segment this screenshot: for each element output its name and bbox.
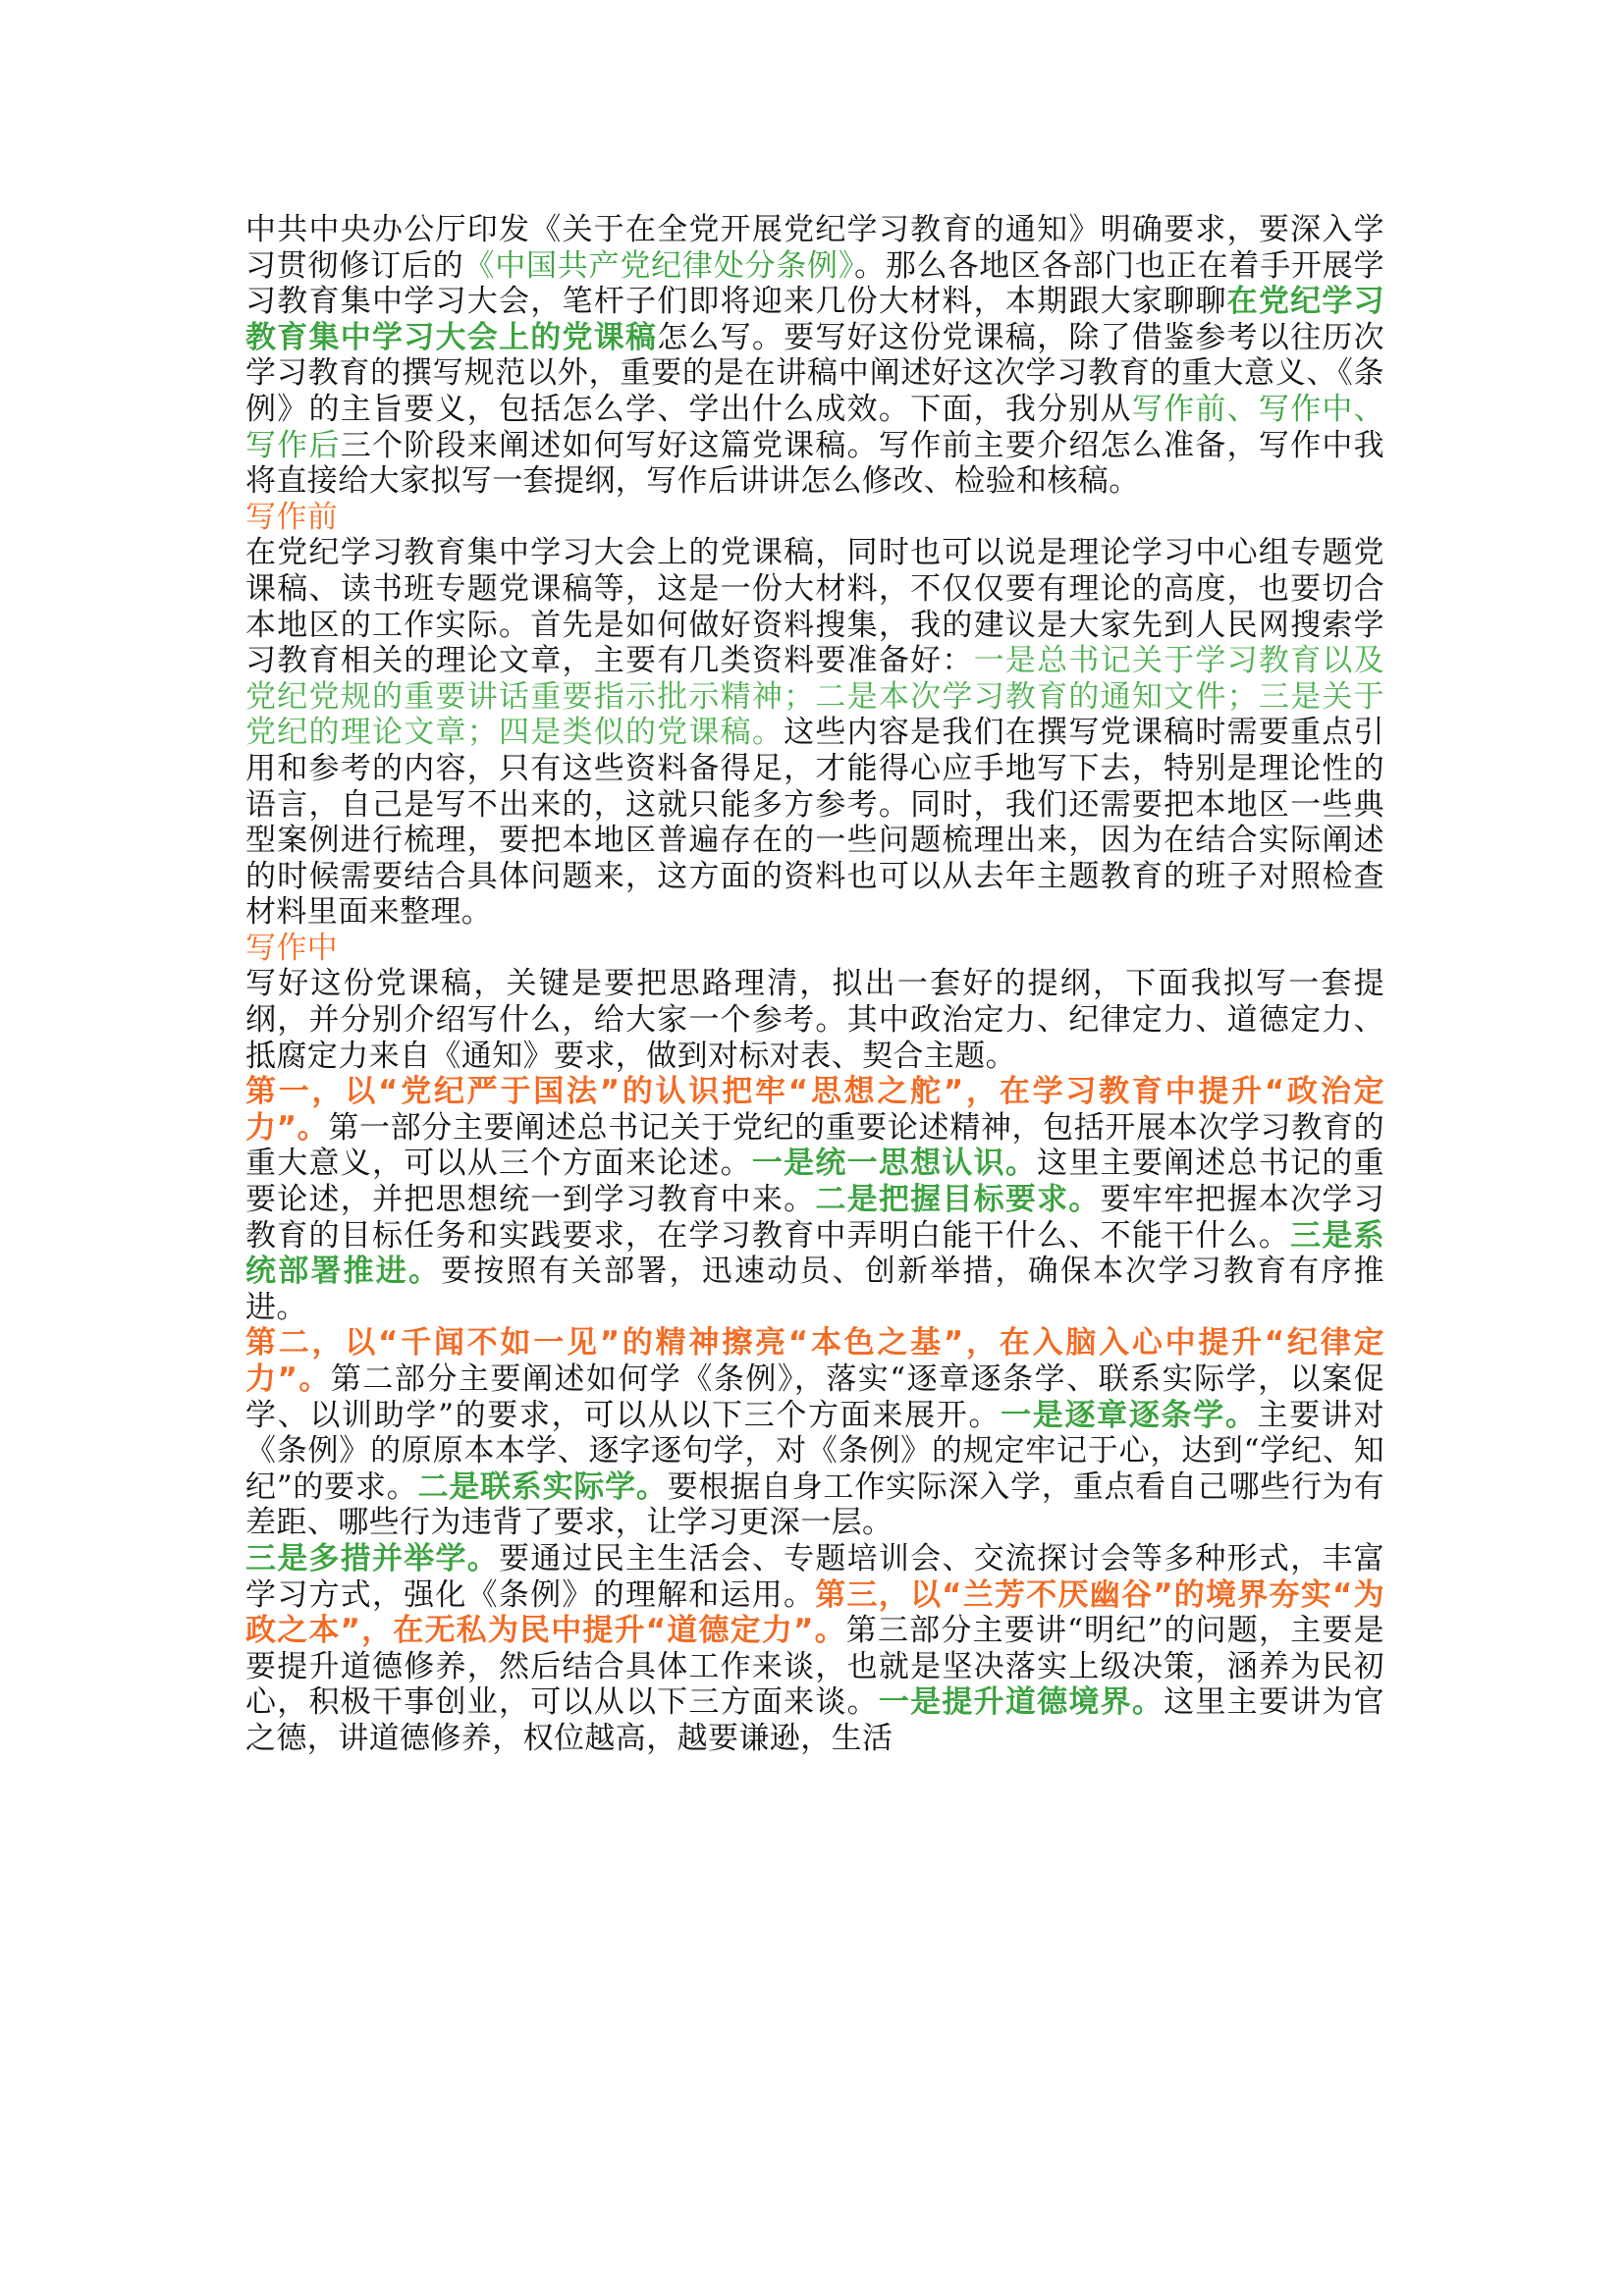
point-highlight: 一是统一思想认识。	[751, 1146, 1038, 1182]
part-1-title: 第一，以“党纪严于国法”的认识把牢“思想之舵”，在学习教育中提升“政治定力”。	[245, 1074, 1384, 1146]
point-highlight: 三是系统部署推进。	[245, 1217, 1385, 1290]
point-highlight: 一是逐章逐条学。	[1001, 1397, 1258, 1433]
during-writing-intro: 写好这份党课稿，关键是要把思路理清，拟出一套好的提纲，下面我拟写一套提纲，并分别介绍写什么，给大家一个参考。其中政治定力、纪律定力、道德定力、抵腐定力来自《通知》要求，做到对标对表、契合主题。	[245, 966, 1384, 1074]
stages-highlight: 写作前、写作中、写作后	[245, 391, 1384, 463]
body-text: 主要讲对《条例》的原原本本学、逐字逐句学，对《条例》的规定牢记于心，达到“学纪、知纪”的要求。	[245, 1397, 1384, 1505]
topic-highlight: 在党纪学习教育集中学习大会上的党课稿	[245, 284, 1384, 355]
section-heading-before-writing: 写作前	[245, 499, 339, 535]
body-text: 在党纪学习教育集中学习大会上的党课稿，同时也可以说是理论学习中心组专题党课稿、读书班专题党课稿等，这是一份大材料，不仅仅要有理论的高度，也要切合本地区的工作实际。首先是如何做好资料搜集，我的建议是大家先到人民网搜索学习教育相关的理论文章，主要有几类资料要准备好：	[245, 535, 1384, 679]
part-2-title: 第二，以“千闻不如一见”的精神擦亮“本色之基”，在入脑入心中提升“纪律定力”。	[245, 1325, 1384, 1397]
body-text: 要牢牢把握本次学习教育的目标任务和实践要求，在学习教育中弄明白能干什么、不能干什么。	[245, 1182, 1385, 1254]
body-text: 这里主要阐述总书记的重要论述，并把思想统一到学习教育中来。	[245, 1146, 1384, 1218]
point-highlight: 二是联系实际学。	[417, 1468, 668, 1505]
body-text: 第三部分主要讲“明纪”的问题，主要是要提升道德修养，然后结合具体工作来谈，也就是坚决落实上级决策，涵养为民初心，积极干事创业，可以从以下三方面来谈。	[245, 1613, 1384, 1721]
body-text: 要根据自身工作实际深入学，重点看自己哪些行为有差距、哪些行为违背了要求，让学习更深一层。	[245, 1468, 1385, 1541]
outline-part-2-and-3	[245, 1325, 1384, 1756]
point-highlight: 二是把握目标要求。	[815, 1182, 1101, 1218]
document-page	[245, 212, 1384, 1757]
body-text: 这里主要讲为官之德，讲道德修养，权位越高，越要谦逊，生活	[245, 1684, 1384, 1756]
body-text: 要通过民主生活会、专题培训会、交流探讨会等多种形式，丰富学习方式，强化《条例》的理解和运用。	[245, 1540, 1384, 1613]
body-text: 第一部分主要阐述总书记关于党纪的重要论述精神，包括开展本次学习教育的重大意义，可以从三个方面来论述。	[245, 1109, 1384, 1182]
section-heading-during-writing: 写作中	[245, 930, 339, 966]
intro-text: 中共中央办公厅印发《关于在全党开展党纪学习教育的通知》明确要求，要深入学习贯彻修订后的	[245, 212, 1384, 284]
intro-text: 。那么各地区各部门也正在着手开展学习教育集中学习大会，笔杆子们即将迎来几份大材料，本期跟大家聊聊	[245, 247, 1384, 320]
before-writing-paragraph	[245, 535, 1384, 931]
materials-list-highlight: 一是总书记关于学习教育以及党纪党规的重要讲话重要指示批示精神；二是本次学习教育的通知文件；三是关于党纪的理论文章；四是类似的党课稿。	[245, 643, 1385, 751]
body-text: 这些内容是我们在撰写党课稿时需要重点引用和参考的内容，只有这些资料备得足，才能得心应手地写下去，特别是理论性的语言，自己是写不出来的，这就只能多方参考。同时，我们还需要把本地区一些典型案例进行梳理，要把本地区普遍存在的一些问题梳理出来，因为在结合实际阐述的时候需要结合具体问题来，这方面的资料也可以从去年主题教育的班子对照检查材料里面来整理。	[245, 715, 1384, 931]
intro-text: 三个阶段来阐述如何写好这篇党课稿。写作前主要介绍怎么准备，写作中我将直接给大家拟写一套提纲，写作后讲讲怎么修改、检验和核稿。	[245, 427, 1385, 500]
intro-paragraph	[245, 212, 1384, 500]
body-text: 第二部分主要阐述如何学《条例》，落实“逐章逐条学、联系实际学，以案促学、以训助学”的要求，可以从以下三个方面来展开。	[245, 1362, 1384, 1433]
point-highlight: 三是多措并举学。	[245, 1540, 499, 1576]
point-highlight: 一是提升道德境界。	[878, 1684, 1164, 1721]
regulation-title-highlight: 《中国共产党纪律处分条例》	[463, 247, 855, 284]
intro-text: 怎么写。要写好这份党课稿，除了借鉴参考以往历次学习教育的撰写规范以外，重要的是在讲稿中阐述好这次学习教育的重大意义、《条例》的主旨要义，包括怎么学、学出什么成效。下面，我分别从	[245, 319, 1385, 427]
body-text: 要按照有关部署，迅速动员、创新举措，确保本次学习教育有序推进。	[245, 1254, 1384, 1325]
part-3-title: 第三，以“兰芳不厌幽谷”的境界夯实“为政之本”，在无私为民中提升“道德定力”。	[245, 1576, 1384, 1649]
outline-part-1	[245, 1074, 1384, 1325]
